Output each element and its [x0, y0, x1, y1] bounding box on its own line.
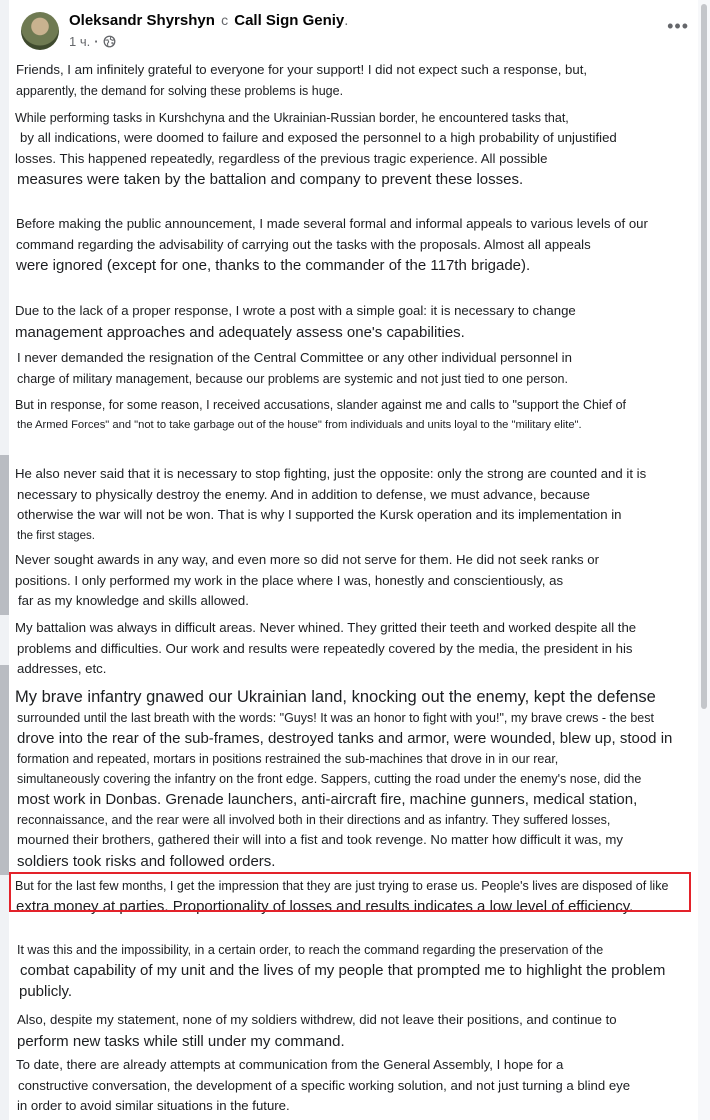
post-text-line: Friends, I am infinitely grateful to everyone for your support! I did not expect such a response, but,: [16, 62, 588, 77]
connector-text: с: [221, 12, 229, 28]
post-text-line: mourned their brothers, gathered their will into a fist and took revenge. No matter how difficult it was, my: [17, 832, 623, 847]
more-options-icon[interactable]: •••: [667, 16, 689, 36]
post-text-line: otherwise the war will not be won. That is why I supported the Kursk operation and its implementation in: [17, 507, 622, 522]
post-text-line: problems and difficulties. Our work and results were repeatedly covered by the media, the president in his: [17, 640, 633, 656]
paragraph-9: [15, 618, 636, 680]
group-name[interactable]: Call Sign Geniy: [234, 12, 345, 29]
post-text-line: extra money at parties. Proportionality of losses and results indicates a low level of efficiency.: [16, 898, 634, 915]
post-text-line: Before making the public announcement, I made several formal and informal appeals to various levels of our: [16, 216, 648, 231]
paragraph-10: [15, 686, 672, 872]
paragraph-14: [16, 1055, 630, 1117]
post-meta: 1 ч. ·: [69, 34, 116, 49]
post-text-line: It was this and the impossibility, in a certain order, to reach the command regarding the preservation of the: [17, 943, 604, 957]
post-text-line: drove into the rear of the sub-frames, destroyed tanks and armor, were wounded, blew up, stood in: [17, 730, 673, 747]
post-text-line: publicly.: [19, 983, 73, 1000]
paragraph-3: [16, 214, 648, 276]
post-text-line: simultaneously covering the infantry on the front edge. Sappers, cutting the road under the enemy's nose, did the: [17, 772, 642, 786]
post-text-line: Also, despite my statement, none of my soldiers withdrew, did not leave their positions, and continue to: [17, 1012, 617, 1027]
post-text-line: apparently, the demand for solving these problems is huge.: [16, 83, 344, 98]
post-text-line: But for the last few months, I get the impression that they are just trying to erase us. People's lives are disposed of like: [15, 879, 669, 893]
post-text-line: I never demanded the resignation of the Central Committee or any other individual personnel in: [17, 350, 572, 365]
post-text-line: reconnaissance, and the rear were all involved both in their directions and as infantry. They suffered losses,: [17, 813, 611, 827]
post-title: Oleksandr Shyrshyn с Call Sign Geniy.: [69, 12, 349, 29]
post-text-line: soldiers took risks and followed orders.: [17, 852, 276, 870]
post-text-line: far as my knowledge and skills allowed.: [18, 593, 249, 608]
post-text-line: by all indications, were doomed to failure and exposed the personnel to a high probability of unjustified: [20, 130, 617, 145]
post-header: [19, 8, 689, 56]
post-text-line: command regarding the advisability of carrying out the tasks with the proposals. Almost all appeals: [16, 236, 591, 252]
post-time[interactable]: 1 ч.: [69, 34, 91, 49]
scrollbar-thumb[interactable]: [701, 4, 707, 709]
left-page-edge: [0, 0, 9, 1120]
post-text-line: Due to the lack of a proper response, I wrote a post with a simple goal: it is necessary to change: [15, 303, 576, 318]
paragraph-4: [15, 301, 576, 343]
post-text-line: He also never said that it is necessary to stop fighting, just the opposite: only the strong are counted and it is: [15, 466, 647, 481]
post-text-line: addresses, etc.: [17, 661, 107, 676]
post-text-line: most work in Donbas. Grenade launchers, anti-aircraft fire, machine gunners, medical station,: [17, 791, 638, 808]
post-text-line: While performing tasks in Kurshchyna and the Ukrainian-Russian border, he encountered tasks that,: [15, 111, 569, 125]
scrollbar[interactable]: [698, 0, 710, 1120]
left-edge-image-strip: [0, 665, 9, 875]
post-text-line: measures were taken by the battalion and company to prevent these losses.: [17, 171, 524, 188]
post-text-line: But in response, for some reason, I received accusations, slander against me and calls to "support the Chief of: [15, 398, 627, 412]
post-text-line: management approaches and adequately assess one's capabilities.: [15, 323, 465, 341]
post-text-line: charge of military management, because our problems are systemic and not just tied to one person.: [17, 371, 568, 386]
post-text-line: losses. This happened repeatedly, regardless of the previous tragic experience. All possible: [15, 150, 548, 166]
post-text-line: surrounded until the last breath with the words: "Guys! It was an honor to fight with you!", my brave crews - the best: [17, 711, 654, 725]
post-text-line: were ignored (except for one, thanks to the commander of the 117th brigade).: [16, 257, 531, 274]
post-text-line: constructive conversation, the development of a specific working solution, and not just turning a blind eye: [18, 1077, 631, 1093]
post-text-line: in order to avoid similar situations in the future.: [17, 1098, 290, 1113]
post-text-line: positions. I only performed my work in the place where I was, honestly and conscientiously, as: [15, 572, 564, 588]
post-text-line: My brave infantry gnawed our Ukrainian land, knocking out the enemy, kept the defense: [15, 688, 656, 706]
post-text-line: necessary to physically destroy the enemy. And in addition to defense, we must advance, because: [17, 486, 591, 502]
post-text-line: combat capability of my unit and the lives of my people that prompted me to highlight the problem: [20, 962, 666, 979]
post-text-line: My battalion was always in difficult areas. Never whined. They gritted their teeth and worked despite all the: [15, 620, 637, 635]
paragraph-8: [15, 550, 599, 612]
paragraph-7: [15, 464, 646, 546]
post-text-line: the Armed Forces" and "not to take garbage out of the house" from individuals and units loyal to the "military elite".: [17, 419, 582, 431]
author-avatar[interactable]: [21, 12, 59, 50]
paragraph-13: [17, 1010, 617, 1052]
post-text-line: Never sought awards in any way, and even more so did not serve for them. He did not seek ranks or: [15, 552, 599, 567]
globe-icon: [103, 35, 116, 48]
post-text-line: the first stages.: [17, 529, 95, 542]
post-text-line: formation and repeated, mortars in positions restrained the sub-machines that drove in in our rear,: [17, 752, 559, 766]
paragraph-12: [17, 940, 665, 1002]
paragraph-6: [15, 395, 626, 435]
post-card: [9, 0, 698, 1120]
paragraph-2: [15, 108, 617, 190]
author-name[interactable]: Oleksandr Shyrshyn: [69, 12, 215, 29]
paragraph-5: [17, 348, 572, 389]
post-text-line: To date, there are already attempts at communication from the General Assembly, I hope for a: [16, 1057, 564, 1072]
left-edge-image-strip: [0, 455, 9, 615]
paragraph-1: [16, 60, 587, 101]
post-text-line: perform new tasks while still under my command.: [17, 1032, 345, 1050]
highlight-box: [9, 872, 691, 912]
